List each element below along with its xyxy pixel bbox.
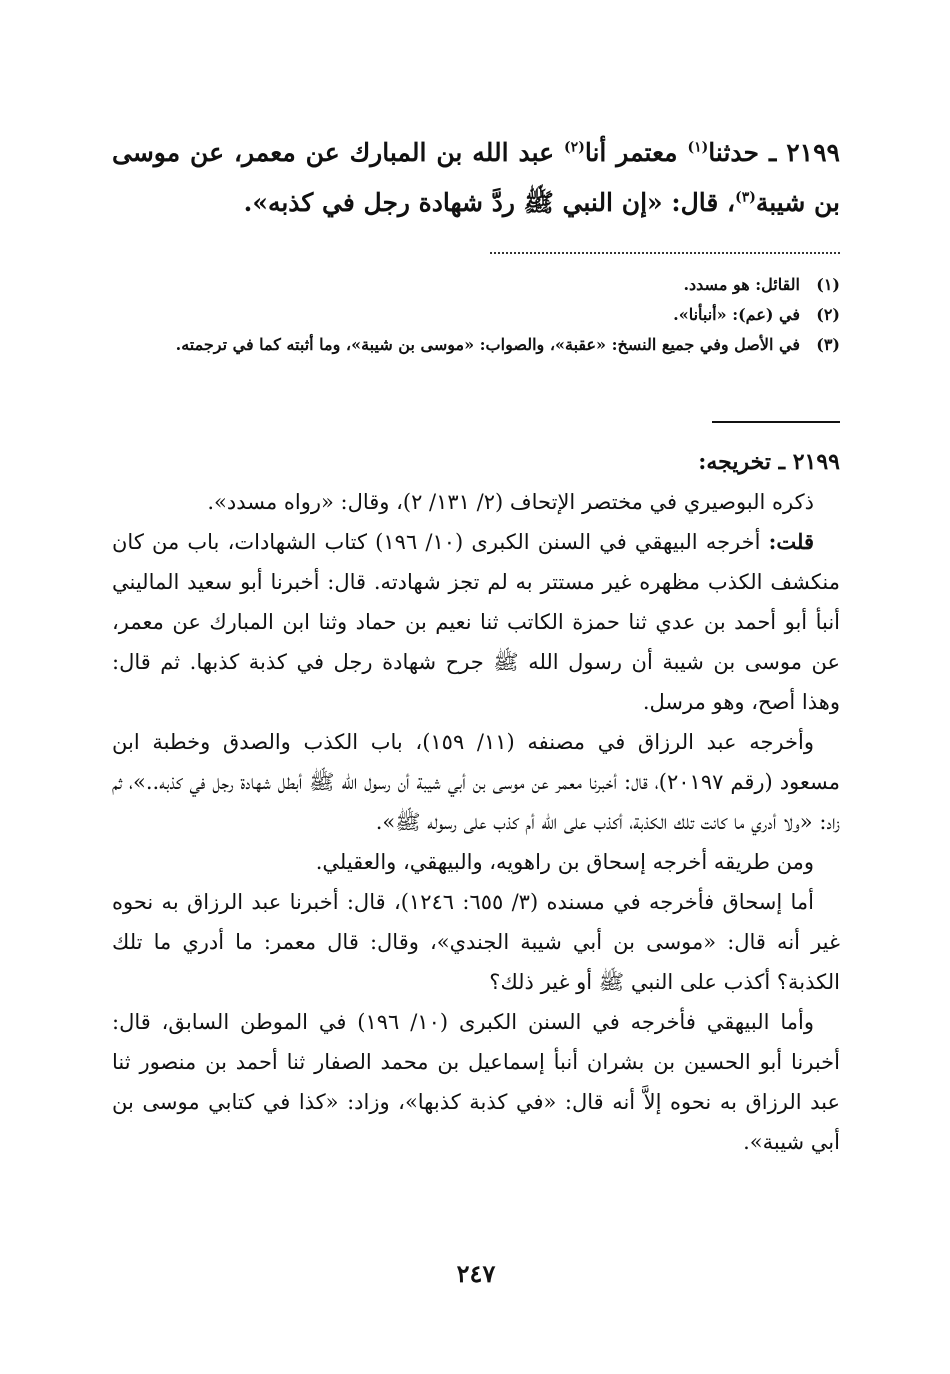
hadith-part-2: معتمر أنا bbox=[584, 138, 678, 167]
footnote-text: في الأصل وفي جميع النسخ: «عقبة»، والصواب: «موسى بن شيبة»، وما أثبته كما في ترجمته. bbox=[175, 335, 800, 354]
hadith-part-1: حدثنا bbox=[708, 138, 759, 167]
footnote-1 bbox=[112, 270, 840, 300]
takhrij-paragraph: أما إسحاق فأخرجه في مسنده (٣/ ٦٥٥: ١٢٤٦)، قال: أخبرنا عبد الرزاق به نحوه غير أنه قال: «موسى بن أبي شيبة الجندي»، وقال: قال معمر: ما أدري ما تلك الكذبة؟ أكذب على النبي ﷺ أو غير ذلك؟ bbox=[112, 890, 840, 994]
footnote-number: (٣) bbox=[816, 335, 840, 354]
takhrij-paragraph: قلت: أخرجه البيهقي في السنن الكبرى (١٠/ ١٩٦) كتاب الشهادات، باب من كان منكشف الكذب مظهره غير مستتر به لم تجز شهادته. قال: أخبرنا أبو سعيد الماليني أنبأ أبو أحمد بن عدي ثنا حمزة الكاتب ثنا نعيم بن حماد وثنا ابن المبارك عن معمر، عن موسى بن شيبة أن رسول الله ﷺ جرح شهادة رجل في كذبة كذبها. ثم قال: وهذا أصح، وهو مرسل. bbox=[112, 529, 840, 714]
footnote-3 bbox=[112, 330, 840, 360]
footnote-2 bbox=[112, 300, 840, 330]
footnote-number: (٢) bbox=[816, 305, 840, 324]
hadith-text bbox=[112, 128, 840, 228]
footnote-ref-1: (١) bbox=[687, 139, 709, 156]
takhrij-paragraph: وأخرجه عبد الرزاق في مصنفه (١١/ ١٥٩)، باب الكذب والصدق وخطبة ابن مسعود (رقم ٢٠١٩٧)، قال: أخبرنا معمر عن موسى بن أبي شيبة أن رسول الله ﷺ أبطل شهادة رجل في كذبه..»، ثم زاد: «ولا أدري ما كانت تلك الكذبة، أكذب على الله أم كذب على رسوله ﷺ». bbox=[112, 730, 841, 834]
paragraph-lead: قلت: bbox=[768, 529, 814, 554]
section-divider bbox=[712, 421, 840, 423]
footnote-text: القائل: هو مسدد. bbox=[683, 275, 800, 294]
takhrij-paragraph: ومن طريقه أخرجه إسحاق بن راهويه، والبيهقي، والعقيلي. bbox=[315, 850, 814, 874]
takhrij-paragraph: وأما البيهقي فأخرجه في السنن الكبرى (١٠/ ١٩٦) في الموطن السابق، قال: أخبرنا أبو الحسين بن بشران أنبأ إسماعيل بن محمد الصفار ثنا أحمد بن منصور ثنا عبد الرزاق به نحوه إلاَّ أنه قال: «في كذبة كذبها»، وزاد: «كذا في كتابي موسى بن أبي شيبة». bbox=[112, 1010, 840, 1154]
footnote-number: (١) bbox=[816, 275, 840, 294]
hadith-part-4: ، قال: «إن النبي ﷺ ردَّ شهادة رجل في كذبه». bbox=[243, 188, 736, 217]
takhrij-heading: ٢١٩٩ ـ تخريجه: bbox=[698, 449, 840, 475]
footnotes bbox=[112, 270, 840, 360]
page-number: ٢٤٧ bbox=[456, 1259, 496, 1288]
takhrij-section bbox=[112, 442, 840, 1162]
footnote-ref-2: (٢) bbox=[564, 139, 585, 156]
book-page bbox=[112, 0, 840, 1374]
hadith-number: ٢١٩٩ bbox=[786, 138, 840, 167]
takhrij-paragraph: ذكره البوصيري في مختصر الإتحاف (٢/ ١٣١/ ٢)، وقال: «رواه مسدد». bbox=[207, 490, 814, 514]
hadith-dash: ـ bbox=[768, 138, 777, 167]
footnote-ref-3: (٣) bbox=[735, 189, 756, 206]
footnote-separator-dots bbox=[490, 252, 840, 254]
footnote-text: في (عم): «أنبأنا». bbox=[673, 305, 800, 324]
hadith-part-3: عبد الله بن المبارك عن معمر، عن موسى بن شيبة bbox=[112, 138, 840, 217]
